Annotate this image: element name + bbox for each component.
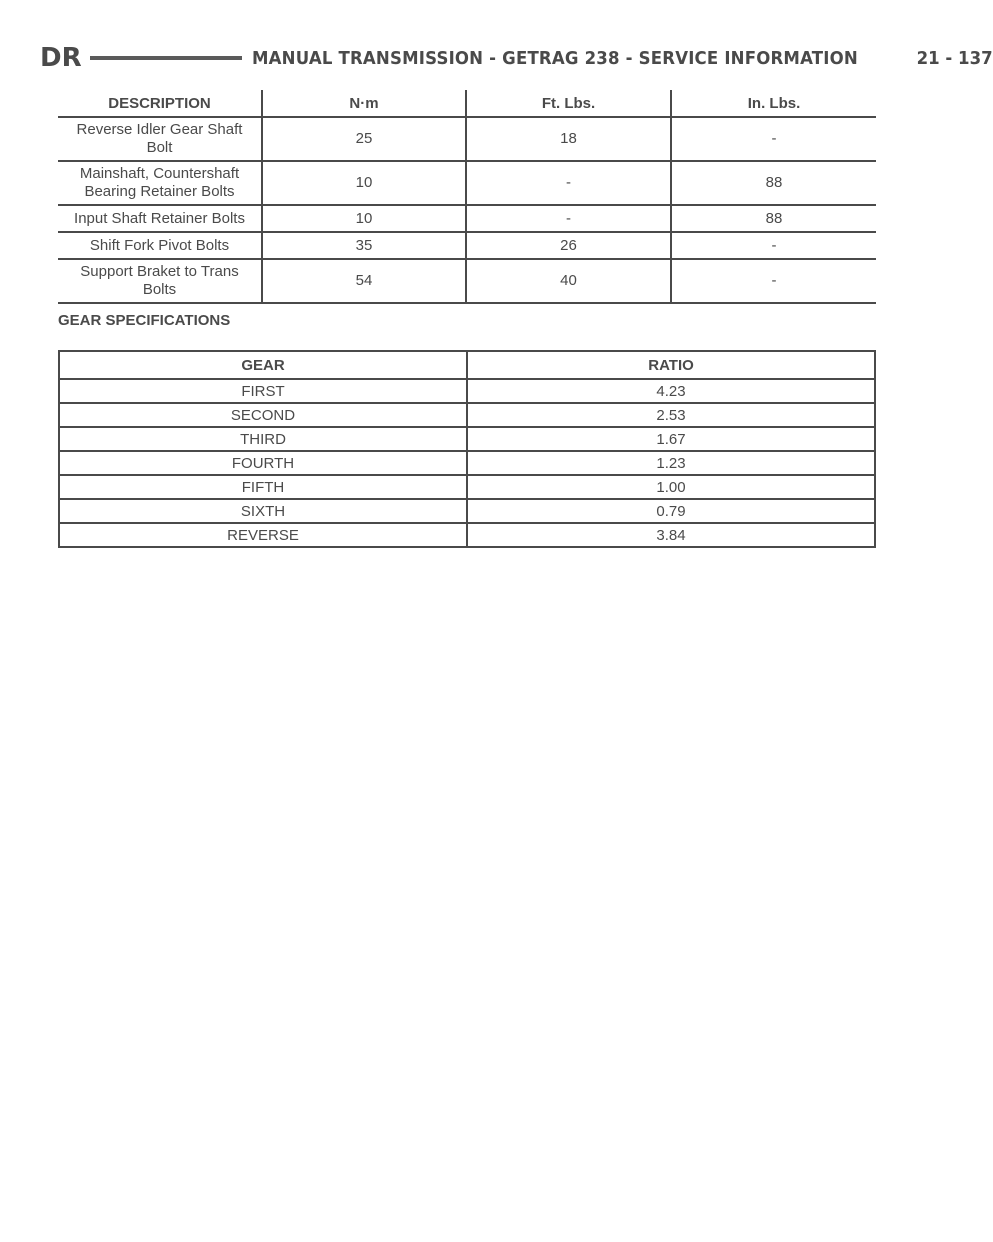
table-cell: 0.79 [467, 499, 875, 523]
table-row [58, 205, 876, 232]
table-cell: 1.00 [467, 475, 875, 499]
table-cell: 1.67 [467, 427, 875, 451]
table-row [59, 475, 875, 499]
table-cell: 25 [262, 117, 466, 161]
table-row [59, 523, 875, 547]
table-header-row [58, 90, 876, 117]
table-cell: 10 [262, 205, 466, 232]
page-title: MANUAL TRANSMISSION - GETRAG 238 - SERVICE INFORMATION [251, 47, 858, 69]
table-cell: 40 [466, 259, 671, 303]
table-cell: - [671, 117, 876, 161]
table-header-row [59, 351, 875, 379]
column-header: In. Lbs. [671, 90, 876, 117]
column-header: DESCRIPTION [58, 90, 262, 117]
table-cell: 35 [262, 232, 466, 259]
header-rule [90, 56, 242, 60]
column-header: Ft. Lbs. [466, 90, 671, 117]
table-cell: Input Shaft Retainer Bolts [58, 205, 262, 232]
table-cell: REVERSE [59, 523, 467, 547]
table-cell: - [466, 205, 671, 232]
table-row [59, 379, 875, 403]
table-cell: 88 [671, 205, 876, 232]
column-header: N·m [262, 90, 466, 117]
table-row [58, 232, 876, 259]
table-cell: 4.23 [467, 379, 875, 403]
table-row [59, 451, 875, 475]
column-header: GEAR [59, 351, 467, 379]
table-cell: Reverse Idler Gear Shaft Bolt [58, 117, 262, 161]
section-heading: GEAR SPECIFICATIONS [58, 312, 231, 329]
section-code: DR [40, 43, 82, 73]
table-row [58, 161, 876, 205]
table-row [58, 117, 876, 161]
table-cell: 18 [466, 117, 671, 161]
table-cell: FIRST [59, 379, 467, 403]
column-header: RATIO [467, 351, 875, 379]
table-row [59, 427, 875, 451]
torque-spec-table [58, 90, 876, 304]
page-header [40, 40, 993, 76]
table-cell: Shift Fork Pivot Bolts [58, 232, 262, 259]
table-cell: SECOND [59, 403, 467, 427]
table-cell: Mainshaft, Countershaft Bearing Retainer Bolts [58, 161, 262, 205]
table-cell: 3.84 [467, 523, 875, 547]
table-row [59, 499, 875, 523]
table-row [59, 403, 875, 427]
page-number: 21 - 137 [916, 47, 993, 69]
table-cell: 54 [262, 259, 466, 303]
table-cell: 26 [466, 232, 671, 259]
table-cell: Support Braket to Trans Bolts [58, 259, 262, 303]
table-cell: - [671, 232, 876, 259]
table-cell: FIFTH [59, 475, 467, 499]
table-cell: - [466, 161, 671, 205]
table-cell: 2.53 [467, 403, 875, 427]
table-cell: FOURTH [59, 451, 467, 475]
table-cell: 1.23 [467, 451, 875, 475]
table-cell: 88 [671, 161, 876, 205]
table-cell: 10 [262, 161, 466, 205]
table-row [58, 259, 876, 303]
table-cell: SIXTH [59, 499, 467, 523]
table-cell: THIRD [59, 427, 467, 451]
gear-ratio-table [58, 350, 876, 548]
table-cell: - [671, 259, 876, 303]
